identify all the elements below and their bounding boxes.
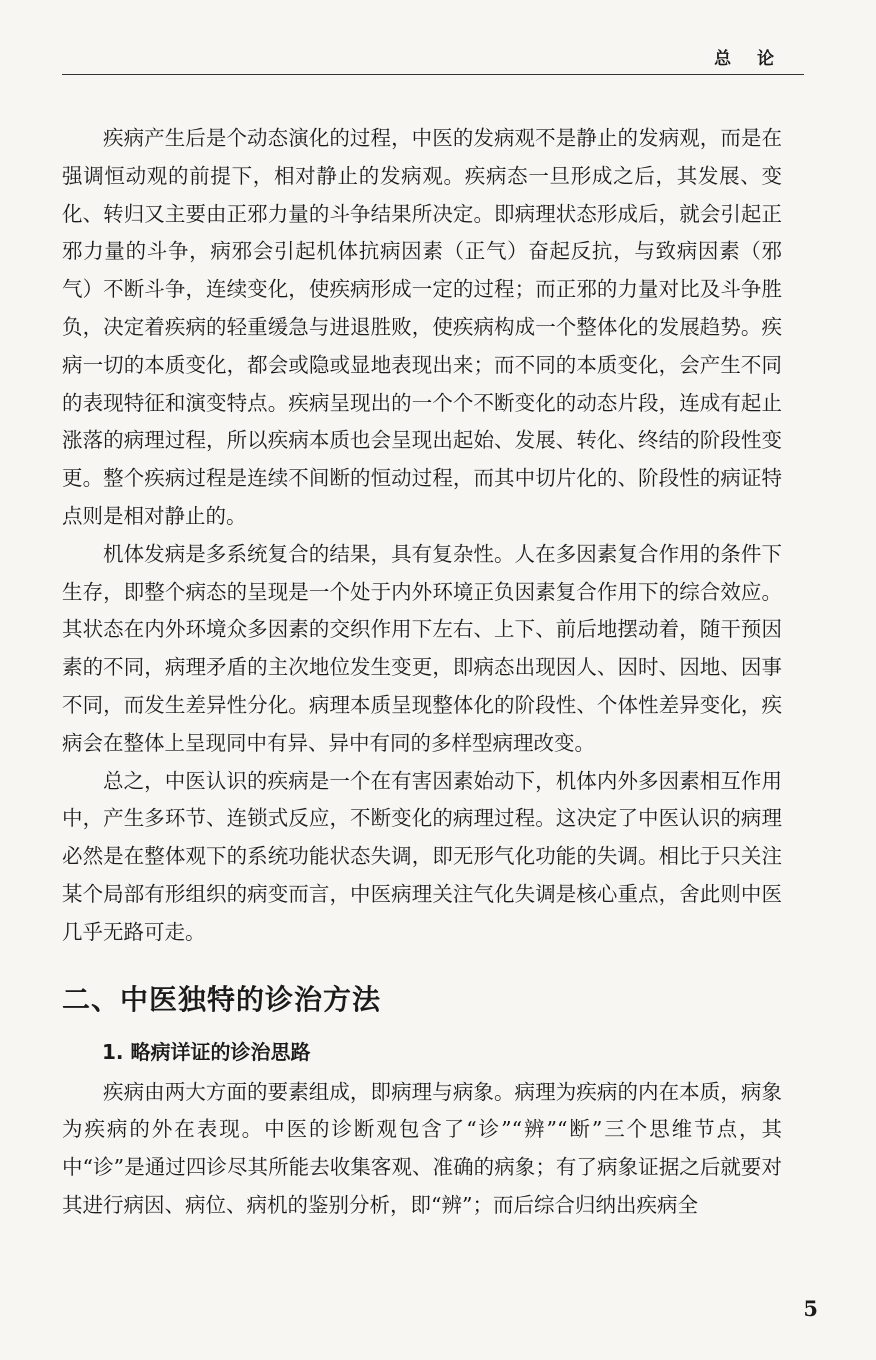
body-paragraph: 机体发病是多系统复合的结果，具有复杂性。人在多因素复合作用的条件下生存，即整个病态的呈现是一个处于内外环境正负因素复合作用下的综合效应。其状态在内外环境众多因素的交织作用下左右、上下、前后地摆动着，随干预因素的不同，病理矛盾的主次地位发生变更，即病态出现因人、因时、因地、因事不同，而发生差异性分化。病理本质呈现整体化的阶段性、个体性差异变化，疾病会在整体上呈现同中有异、异中有同的多样型病理改变。 (62, 541, 782, 755)
header-divider (62, 74, 804, 75)
body-paragraph: 疾病产生后是个动态演化的过程，中医的发病观不是静止的发病观，而是在强调恒动观的前提下，相对静止的发病观。疾病态一旦形成之后，其发展、变化、转归又主要由正邪力量的斗争结果所决定。即病理状态形成后，就会引起正邪力量的斗争，病邪会引起机体抗病因素（正气）奋起反抗，与致病因素（邪气）不断斗争，连续变化，使疾病形成一定的过程；而正邪的力量对比及斗争胜负，决定着疾病的轻重缓急与进退胜败，使疾病构成一个整体化的发展趋势。疾病一切的本质变化，都会或隐或显地表现出来；而不同的本质变化，会产生不同的表现特征和演变特点。疾病呈现出的一个个不断变化的动态片段，连成有起止涨落的病理过程，所以疾病本质也会呈现出起始、发展、转化、终结的阶段性变更。整个疾病过程是连续不间断的恒动过程，而其中切片化的、阶段性的病证特点则是相对静止的。 (62, 126, 782, 528)
running-header-title: 总 论 (714, 49, 784, 69)
body-paragraph: 疾病由两大方面的要素组成，即病理与病象。病理为疾病的内在本质，病象为疾病的外在表现。中医的诊断观包含了“诊”“辨”“断”三个思维节点，其中“诊”是通过四诊尽其所能去收集客观、准确的病象；有了病象证据之后就要对其进行病因、病位、病机的鉴别分析，即“辨”；而后综合归纳出疾病全 (62, 1079, 782, 1217)
subsection-heading: 1. 略病详证的诊治思路 (102, 1039, 311, 1064)
page-number: 5 (803, 1296, 818, 1321)
body-paragraph: 总之，中医认识的疾病是一个在有害因素始动下，机体内外多因素相互作用中，产生多环节、连锁式反应，不断变化的病理过程。这决定了中医认识的病理必然是在整体观下的系统功能状态失调，即无形气化功能的失调。相比于只关注某个局部有形组织的病变而言，中医病理关注气化失调是核心重点，舍此则中医几乎无路可走。 (62, 768, 782, 944)
page-body (62, 120, 782, 1225)
section-heading: 二、中医独特的诊治方法 (62, 982, 382, 1016)
